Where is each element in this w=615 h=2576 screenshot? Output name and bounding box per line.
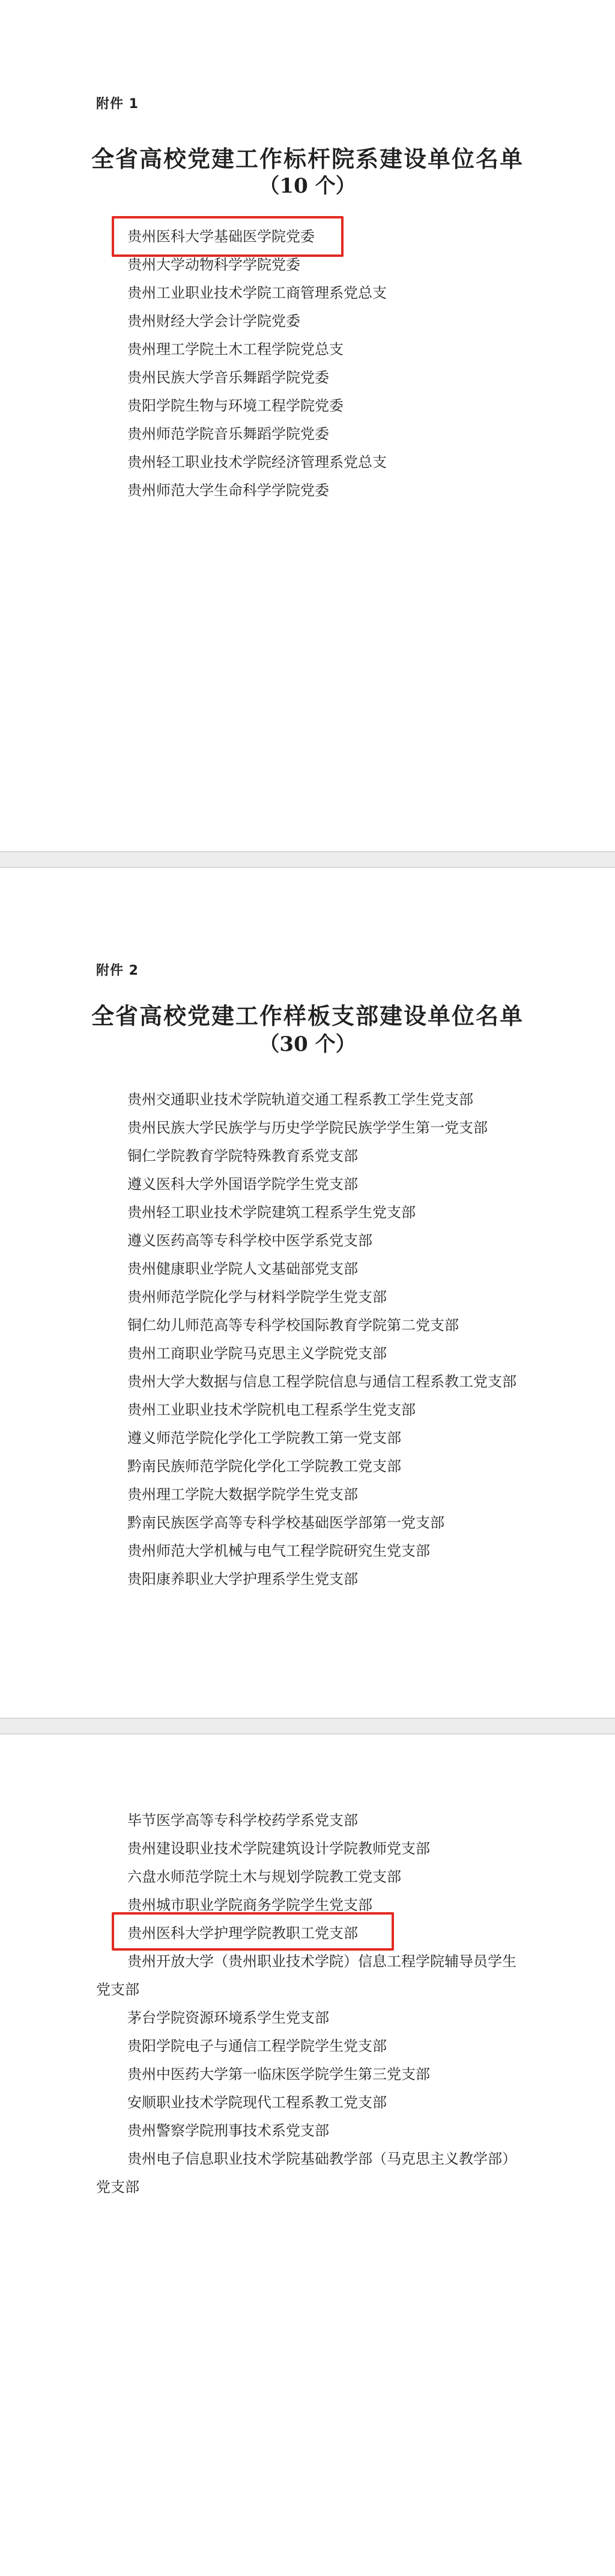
list-item: 贵阳学院生物与环境工程学院党委	[127, 397, 344, 414]
list-item: 贵州工业职业技术学院机电工程系学生党支部	[127, 1401, 416, 1418]
list-item: 遵义医科大学外国语学院学生党支部	[127, 1176, 358, 1193]
list-item: 贵州交通职业技术学院轨道交通工程系教工学生党支部	[127, 1091, 473, 1108]
attachment-label: 附件 2	[96, 963, 139, 978]
document-page-2	[0, 867, 615, 1719]
list-item: 贵州医科大学护理学院教职工党支部	[127, 1925, 358, 1942]
list-item: 贵州民族大学民族学与历史学学院民族学学生第一党支部	[127, 1119, 488, 1136]
document-page-1	[0, 0, 615, 852]
list-item: 贵州大学大数据与信息工程学院信息与通信工程系教工党支部	[127, 1373, 517, 1390]
unit-list	[0, 223, 615, 505]
list-item: 铜仁幼儿师范高等专科学校国际教育学院第二党支部	[127, 1317, 459, 1334]
list-item: 六盘水师范学院土木与规划学院教工党支部	[127, 1868, 401, 1885]
page-title: 全省高校党建工作样板支部建设单位名单	[91, 1002, 524, 1029]
list-item: 贵州电子信息职业技术学院基础教学部（马克思主义教学部）党支部	[96, 2150, 517, 2195]
list-item: 安顺职业技术学院现代工程系教工党支部	[127, 2094, 387, 2111]
list-item: 黔南民族师范学院化学化工学院教工党支部	[127, 1458, 401, 1475]
list-item: 贵州理工学院土木工程学院党总支	[127, 341, 344, 358]
list-item: 贵州理工学院大数据学院学生党支部	[127, 1486, 358, 1503]
list-item: 贵州师范学院音乐舞蹈学院党委	[127, 426, 329, 442]
list-item: 贵州医科大学基础医学院党委	[127, 228, 315, 245]
list-item: 遵义医药高等专科学校中医学系党支部	[127, 1232, 372, 1249]
list-item: 贵州师范大学机械与电气工程学院研究生党支部	[127, 1542, 430, 1559]
list-item: 贵州开放大学（贵州职业技术学院）信息工程学院辅导员学生党支部	[96, 1953, 517, 1998]
document-page-3	[0, 1733, 615, 2576]
list-item: 贵州轻工职业技术学院经济管理系党总支	[127, 454, 387, 471]
list-item: 毕节医学高等专科学校药学系党支部	[127, 1812, 358, 1829]
list-item: 贵阳康养职业大学护理系学生党支部	[127, 1571, 358, 1587]
unit-count: （10 个）	[259, 174, 356, 198]
list-item: 黔南民族医学高等专科学校基础医学部第一党支部	[127, 1514, 444, 1531]
page-title: 全省高校党建工作标杆院系建设单位名单	[91, 145, 524, 172]
attachment-label: 附件 1	[96, 97, 139, 112]
highlight-box	[112, 1912, 394, 1951]
list-item: 遵义师范学院化学化工学院教工第一党支部	[127, 1430, 401, 1446]
highlight-box	[112, 216, 344, 257]
list-item: 贵州工商职业学院马克思主义学院党支部	[127, 1345, 387, 1362]
list-item: 贵阳学院电子与通信工程学院学生党支部	[127, 2038, 387, 2054]
list-item: 贵州大学动物科学学院党委	[127, 256, 300, 273]
list-item: 贵州师范大学生命科学学院党委	[127, 482, 329, 499]
list-item: 贵州工业职业技术学院工商管理系党总支	[127, 284, 387, 301]
list-item: 贵州轻工职业技术学院建筑工程系学生党支部	[127, 1204, 416, 1221]
list-item: 贵州中医药大学第一临床医学院学生第三党支部	[127, 2066, 430, 2083]
unit-list	[0, 1086, 615, 1593]
unit-count: （30 个）	[259, 1032, 356, 1056]
unit-list	[0, 1807, 615, 2201]
list-item: 贵州警察学院刑事技术系党支部	[127, 2122, 329, 2139]
list-item: 茅台学院资源环境系学生党支部	[127, 2009, 329, 2026]
list-item: 贵州城市职业学院商务学院学生党支部	[127, 1897, 372, 1913]
list-item: 贵州建设职业技术学院建筑设计学院教师党支部	[127, 1840, 430, 1857]
list-item: 贵州师范学院化学与材料学院学生党支部	[127, 1289, 387, 1305]
list-item: 铜仁学院教育学院特殊教育系党支部	[127, 1148, 358, 1164]
list-item: 贵州财经大学会计学院党委	[127, 313, 300, 330]
list-item: 贵州健康职业学院人文基础部党支部	[127, 1260, 358, 1277]
list-item: 贵州民族大学音乐舞蹈学院党委	[127, 369, 329, 386]
